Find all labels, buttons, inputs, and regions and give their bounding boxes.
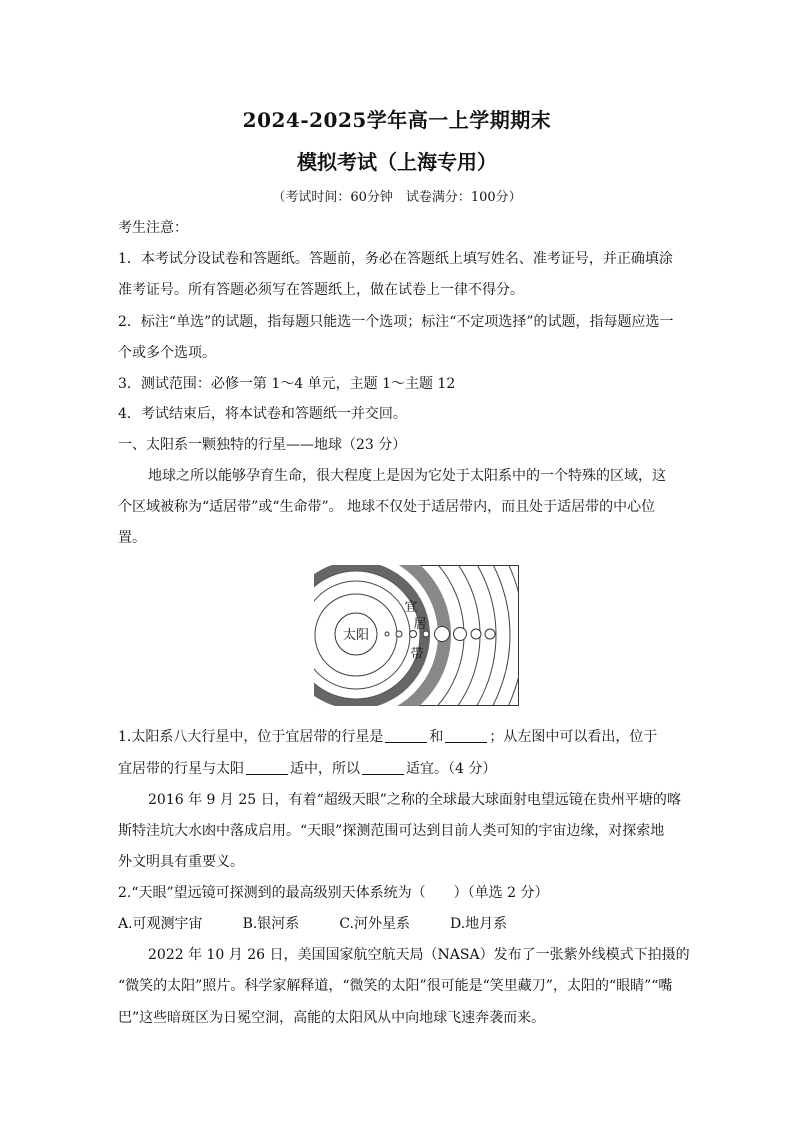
sun-label: 太阳 — [342, 628, 370, 643]
option-b[interactable]: B.银河系 — [242, 916, 300, 932]
answer-blank-1[interactable] — [385, 728, 427, 743]
exam-title: 2024-2025学年高一上学期期末 — [242, 108, 552, 132]
question-1-line-2: 宜居带的行星与太阳 适中，所以 适宜。（4 分） — [118, 761, 497, 777]
zone-label-char-1: 宜 — [404, 600, 418, 615]
zone-label-char-2: 居 — [413, 617, 427, 632]
answer-blank-4[interactable] — [362, 760, 404, 775]
notice-item-1-line-1: 1．本考试分设试卷和答题纸。答题前，务必在答题纸上填写姓名、准考证号，并正确填涂 — [118, 251, 673, 267]
notice-item-2-line-2: 个或多个选项。 — [118, 345, 216, 361]
notice-item-2-line-1: 2．标注“单选”的试题，指每题只能选一个选项；标注“不定项选择”的试题，指每题应选一 — [118, 314, 674, 330]
question-2-stem: 2.“天眼”望远镜可探测到的最高级别天体系统为（ ）（单选 2 分） — [118, 885, 549, 901]
answer-blank-3[interactable] — [246, 760, 288, 775]
zone-label-char-3: 带 — [410, 647, 424, 662]
exam-time-info: （考试时间：60分钟 试卷满分：100分） — [272, 190, 522, 205]
habitable-zone-diagram — [314, 565, 519, 706]
section-1-paragraph-line-1: 地球之所以能够孕育生命，很大程度上是因为它处于太阳系中的一个特殊的区域，这 — [148, 468, 666, 484]
notice-heading: 考生注意： — [118, 220, 188, 236]
passage-2-line-3: 外文明具有重要义。 — [118, 854, 244, 870]
passage-2-line-2: 斯特洼坑大水凼中落成启用。“天眼”探测范围可达到目前人类可知的宇宙边缘，对探索地 — [118, 823, 665, 839]
passage-2-line-1: 2016 年 9 月 25 日，有着“超级天眼”之称的全球最大球面射电望远镜在贵州平塘的喀 — [148, 792, 681, 808]
planet-neptune — [485, 629, 495, 639]
section-1-paragraph-line-2: 个区域被称为“适居带”或“生命带”。 地球不仅处于适居带内，而且处于适居带的中心位 — [118, 499, 656, 515]
planet-mercury — [385, 632, 389, 636]
planet-saturn — [454, 628, 467, 641]
notice-item-4: 4．考试结束后，将本试卷和答题纸一并交回。 — [118, 406, 407, 422]
notice-item-1-line-2: 准考证号。所有答题必须写在答题纸上，做在试卷上一律不得分。 — [118, 282, 524, 298]
section-1-paragraph-line-3: 置。 — [118, 530, 146, 546]
planet-jupiter — [435, 627, 450, 642]
planet-venus — [396, 631, 402, 637]
habitable-zone-figure — [314, 565, 519, 706]
option-d[interactable]: D.地月系 — [449, 916, 508, 932]
option-a[interactable]: A.可观测宇宙 — [118, 916, 203, 932]
planet-uranus — [471, 629, 481, 639]
answer-blank-2[interactable] — [445, 728, 487, 743]
exam-subtitle-title: 模拟考试（上海专用） — [297, 150, 497, 174]
notice-item-3: 3．测试范围：必修一第 1～4 单元，主题 1～主题 12 — [118, 376, 456, 392]
passage-3-line-1: 2022 年 10 月 26 日，美国国家航空航天局（NASA）发布了一张紫外线模式下拍摄的 — [148, 947, 690, 963]
option-c[interactable]: C.河外星系 — [339, 916, 410, 932]
section-1-heading: 一、太阳系一颗独特的行星——地球（23 分） — [118, 437, 407, 453]
passage-3-line-2: “微笑的太阳”照片。科学家解释道，“微笑的太阳”很可能是“笑里藏刀”，太阳的“眼睛”“嘴 — [118, 978, 673, 994]
passage-3-line-3: 巴”这些暗斑区为日冕空洞，高能的太阳风从中向地球飞速奔袭而来。 — [118, 1010, 546, 1026]
question-1-line-1: 1.太阳系八大行星中，位于宜居带的行星是 和 ；从左图中可以看出，位于 — [118, 729, 658, 745]
question-2-options — [118, 914, 678, 934]
